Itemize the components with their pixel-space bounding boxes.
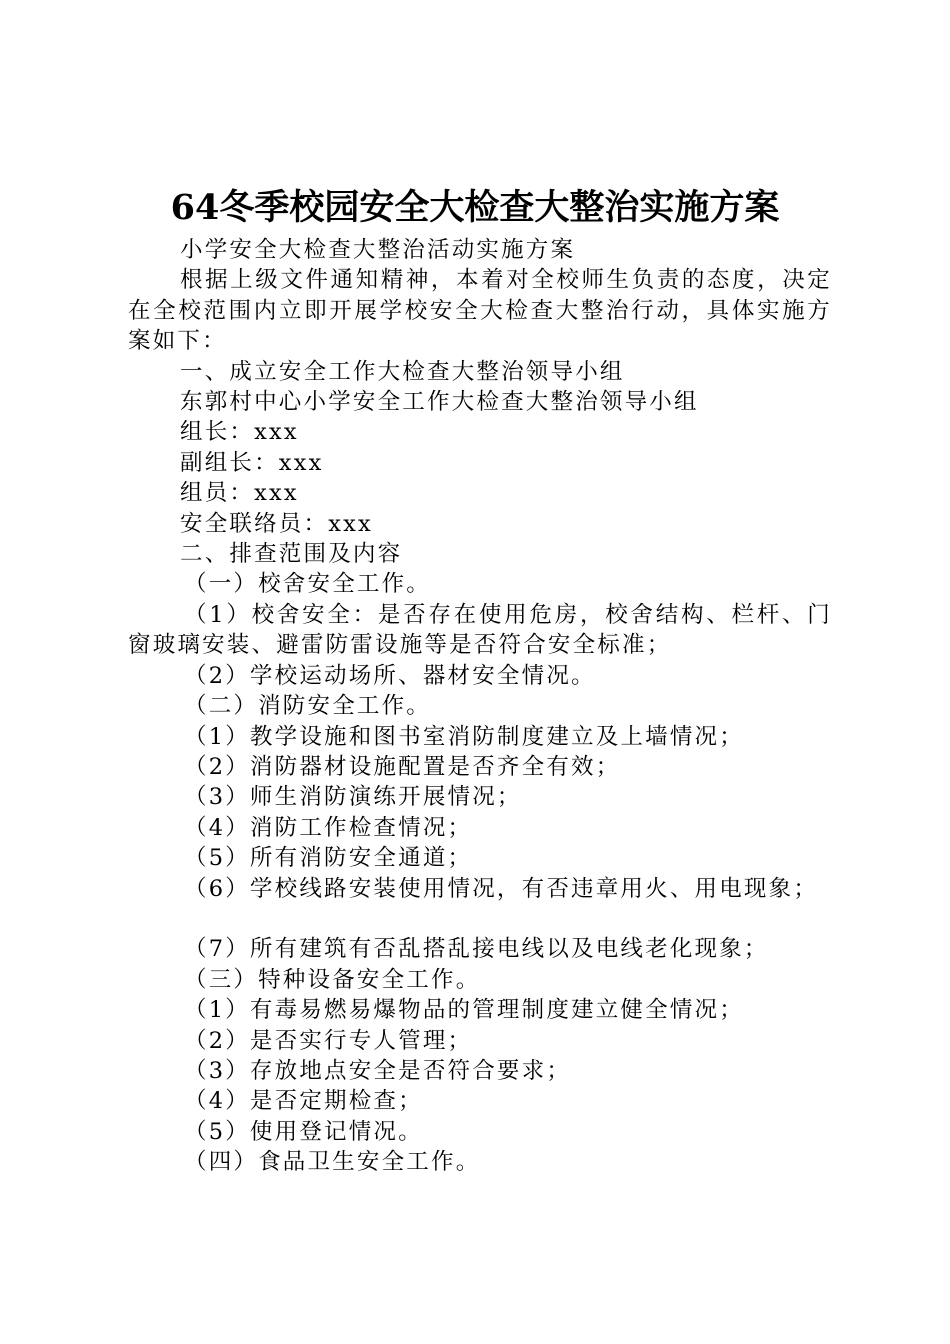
paragraph-members: 组员：xxx — [180, 480, 299, 507]
paragraph-leader: 组长：xxx — [180, 419, 299, 446]
document-body — [128, 235, 832, 1178]
heading-subsection-1: （一）校舍安全工作。 — [184, 571, 432, 598]
list-item: （2）是否实行专人管理； — [184, 1027, 473, 1054]
list-item: （5）所有消防安全通道； — [184, 845, 473, 872]
list-item: （1）有毒易燃易爆物品的管理制度建立健全情况； — [184, 997, 744, 1024]
blank-line — [128, 904, 832, 934]
paragraph-intro: 根据上级文件通知精神，本着对全校师生负责的态度，决定在全校范围内立即开展学校安全大检查大整治行动，具体实施方案如下： — [128, 267, 832, 355]
list-item: （5）使用登记情况。 — [184, 1118, 423, 1145]
list-item: （7）所有建筑有否乱搭乱接电线以及电线老化现象； — [184, 936, 769, 963]
paragraph-liaison: 安全联络员：xxx — [180, 510, 373, 537]
list-item: （2）消防器材设施配置是否齐全有效； — [184, 753, 621, 780]
list-item: （4）消防工作检查情况； — [184, 814, 473, 841]
paragraph-deputy-leader: 副组长：xxx — [180, 449, 324, 476]
list-item: （3）师生消防演练开展情况； — [184, 784, 522, 811]
list-item: （1）教学设施和图书室消防制度建立及上墙情况； — [184, 723, 744, 750]
list-item: （6）学校线路安装使用情况，有否违章用火、用电现象； — [184, 875, 819, 902]
document-title: 64冬季校园安全大检查大整治实施方案 — [170, 187, 780, 228]
heading-subsection-3: （三）特种设备安全工作。 — [184, 966, 481, 993]
paragraph-group-name: 东郭村中心小学安全工作大检查大整治领导小组 — [180, 389, 699, 416]
list-item: （3）存放地点安全是否符合要求； — [184, 1057, 572, 1084]
heading-subsection-4: （四）食品卫生安全工作。 — [184, 1149, 481, 1176]
list-item: （4）是否定期检查； — [184, 1088, 423, 1115]
heading-section-1: 一、成立安全工作大检查大整治领导小组 — [180, 358, 625, 385]
list-item: （2）学校运动场所、器材安全情况。 — [184, 662, 596, 689]
heading-section-2: 二、排查范围及内容 — [180, 541, 403, 568]
heading-subsection-2: （二）消防安全工作。 — [184, 693, 432, 720]
list-item: （1）校舍安全：是否存在使用危房，校舍结构、栏杆、门窗玻璃安装、避雷防雷设施等是否符合安全标准； — [128, 601, 832, 659]
paragraph-subtitle: 小学安全大检查大整治活动实施方案 — [180, 237, 576, 263]
